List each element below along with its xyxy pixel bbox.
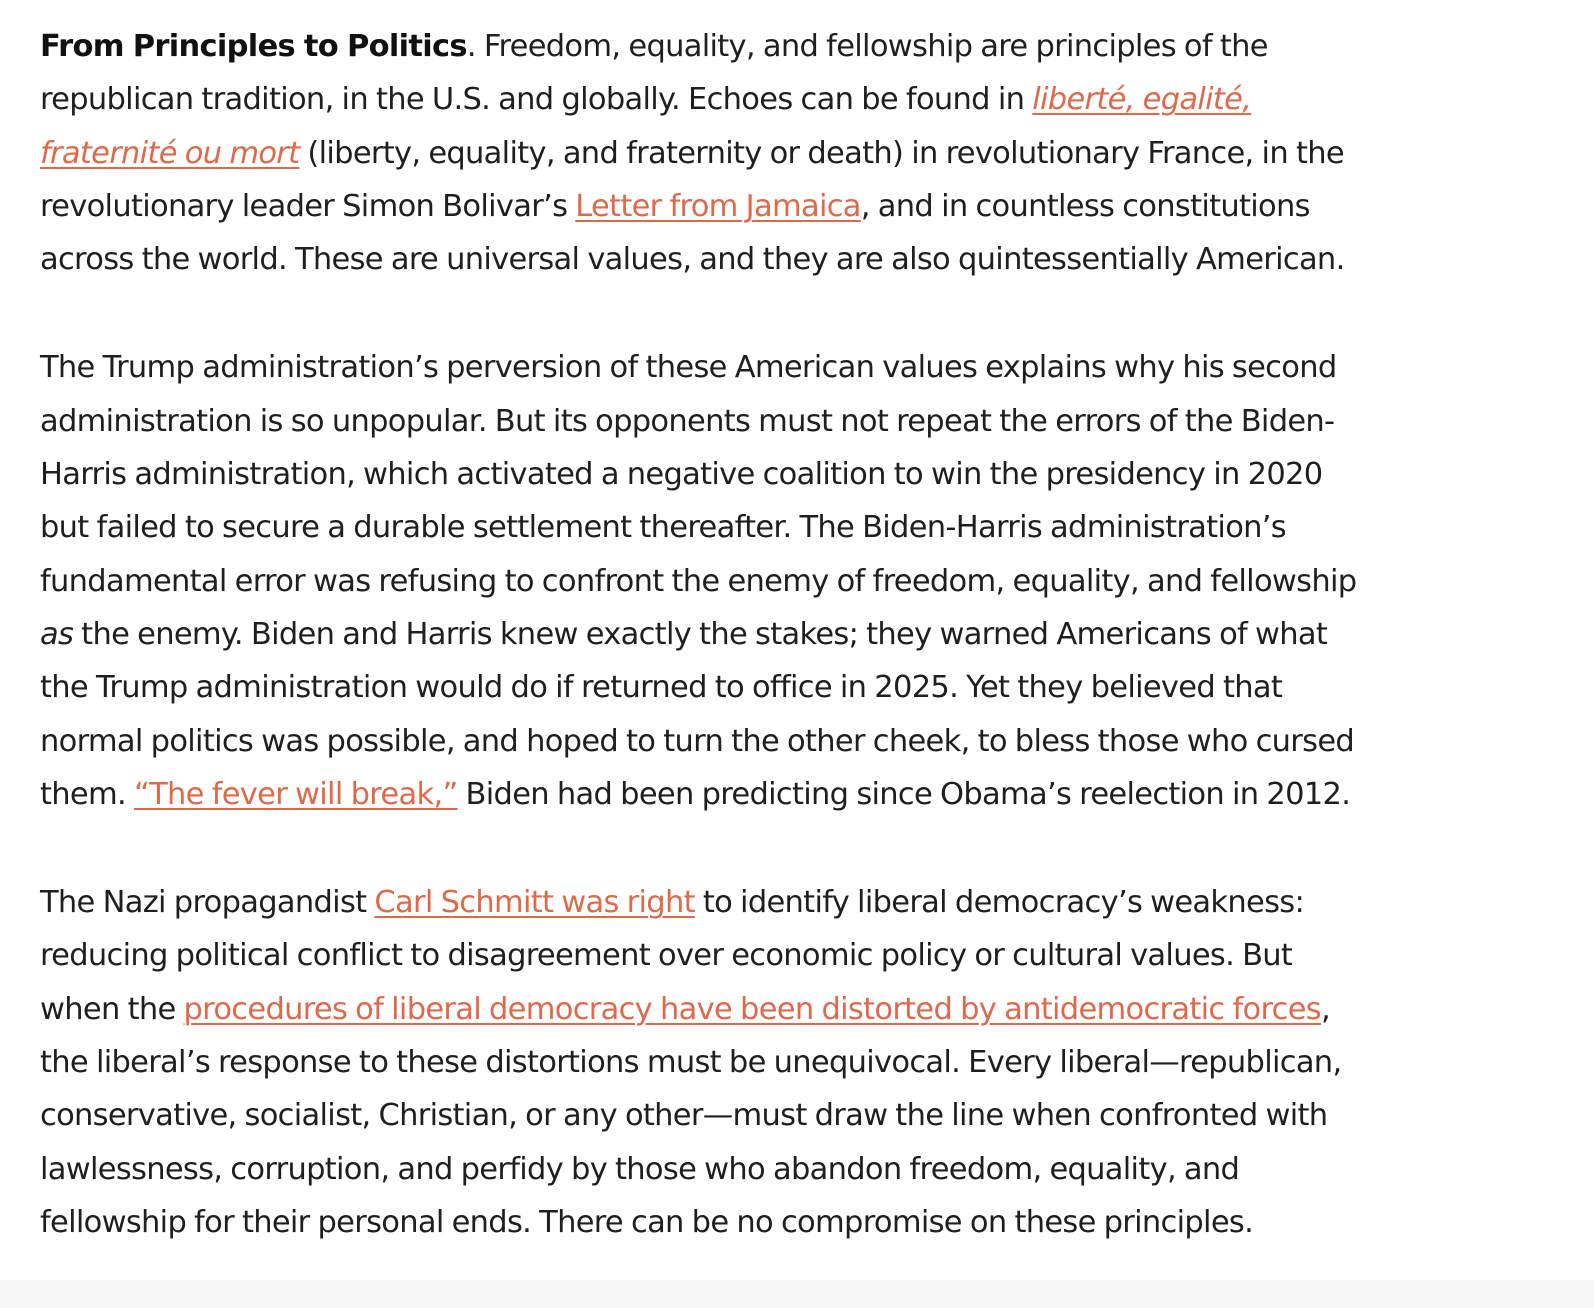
link-carl-schmitt[interactable]: Carl Schmitt was right [374, 885, 695, 921]
paragraph-biden-harris [40, 341, 1480, 821]
text-line: when the procedures of liberal democracy have been distorted by antidemocratic forces, [40, 991, 1330, 1027]
text-line: fundamental error was refusing to confront the enemy of freedom, equality, and fellowship [40, 563, 1357, 599]
text-line: lawlessness, corruption, and perfidy by those who abandon freedom, equality, and [40, 1151, 1240, 1187]
text-line: The Nazi propagandist Carl Schmitt was right to identify liberal democracy’s weakness: [40, 885, 1305, 921]
text-line: the liberal’s response to these distortions must be unequivocal. Every liberal—republican, [40, 1045, 1342, 1081]
text-line: Harris administration, which activated a negative coalition to win the presidency in 2020 [40, 457, 1323, 493]
text-line: fellowship for their personal ends. There can be no compromise on these principles. [40, 1204, 1254, 1240]
text-line: conservative, socialist, Christian, or any other—must draw the line when confronted with [40, 1098, 1328, 1134]
text-line: across the world. These are universal values, and they are also quintessentially American. [40, 242, 1345, 278]
text-line: the Trump administration would do if returned to office in 2025. Yet they believed that [40, 670, 1283, 706]
text-line: fraternité ou mort (liberty, equality, and fraternity or death) in revolutionary France, in the [40, 135, 1344, 171]
text-line: but failed to secure a durable settlement thereafter. The Biden-Harris administration’s [40, 510, 1286, 546]
text-line: The Trump administration’s perversion of these American values explains why his second [40, 350, 1337, 386]
link-procedures-of-liberal-democracy[interactable]: procedures of liberal democracy have been distorted by antidemocratic forces [183, 991, 1321, 1027]
bottom-divider [0, 1280, 1594, 1308]
emphasis-as: as [40, 616, 74, 652]
section-lead-in: From Principles to Politics [40, 29, 467, 64]
link-letter-from-jamaica[interactable]: Letter from Jamaica [575, 188, 861, 224]
link-fraternite-ou-mort[interactable]: fraternité ou mort [40, 135, 300, 171]
text-line: as the enemy. Biden and Harris knew exactly the stakes; they warned Americans of what [40, 616, 1328, 652]
link-fever-will-break[interactable]: “The fever will break,” [133, 776, 458, 812]
paragraph-principles [40, 20, 1480, 286]
text-line: them. “The fever will break,” Biden had been predicting since Obama’s reelection in 2012. [40, 776, 1351, 812]
article-body [40, 20, 1480, 1249]
text-line: normal politics was possible, and hoped to turn the other cheek, to bless those who cursed [40, 723, 1355, 759]
text-line: From Principles to Politics. Freedom, equality, and fellowship are principles of the [40, 29, 1268, 64]
text-line: revolutionary leader Simon Bolivar’s Letter from Jamaica, and in countless constitutions [40, 188, 1310, 224]
text-line: reducing political conflict to disagreement over economic policy or cultural values. But [40, 938, 1293, 974]
text-line: administration is so unpopular. But its opponents must not repeat the errors of the Biden- [40, 403, 1335, 439]
text-line: republican tradition, in the U.S. and globally. Echoes can be found in liberté, egalité, [40, 82, 1252, 118]
link-liberte-egalite[interactable]: liberté, egalité, [1032, 82, 1252, 118]
paragraph-carl-schmitt [40, 876, 1480, 1249]
